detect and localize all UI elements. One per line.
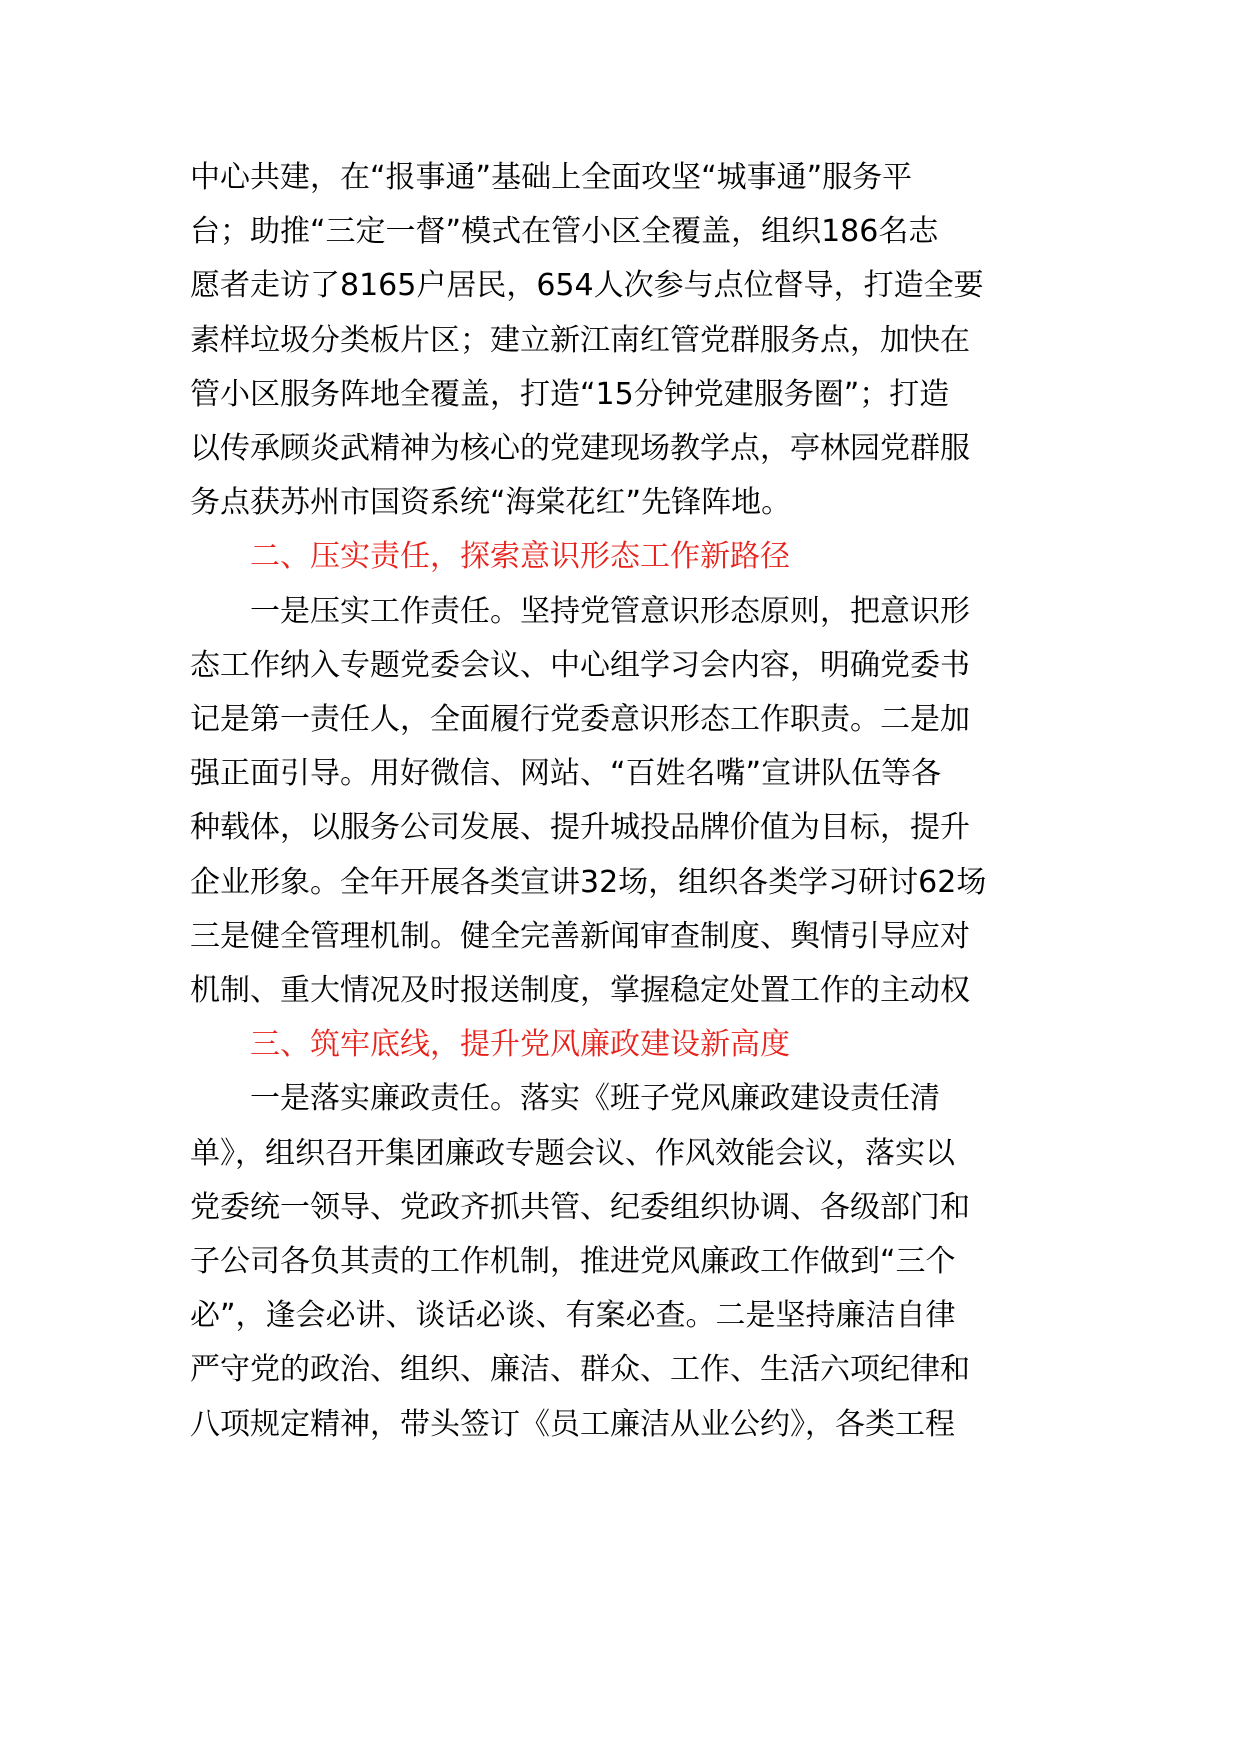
- paragraph-line: 严守党的政治、组织、廉洁、群众、工作、生活六项纪律和: [190, 1352, 970, 1388]
- paragraph-line: 台；助推“三定一督”模式在管小区全覆盖，组织186名志: [190, 214, 939, 250]
- paragraph-line: 务点获苏州市国资系统“海棠花红”先锋阵地。: [190, 485, 792, 521]
- paragraph-line: 一是落实廉政责任。落实《班子党风廉政建设责任清: [250, 1081, 940, 1117]
- paragraph-line: 三是健全管理机制。健全完善新闻审查制度、舆情引导应对: [190, 918, 970, 954]
- paragraph-line: 态工作纳入专题党委会议、中心组学习会内容，明确党委书: [190, 647, 970, 683]
- paragraph-line: 必”，逢会必讲、谈话必谈、有案必查。二是坚持廉洁自律: [190, 1298, 956, 1334]
- paragraph-line: 子公司各负其责的工作机制，推进党风廉政工作做到“三个: [190, 1244, 956, 1279]
- paragraph-line: 八项规定精神，带头签订《员工廉洁从业公约》，各类工程: [190, 1406, 955, 1442]
- paragraph-line: 以传承顾炎武精神为核心的党建现场教学点，亭林园党群服: [190, 431, 970, 466]
- paragraph-line: 党委统一领导、党政齐抓共管、纪委组织协调、各级部门和: [190, 1189, 970, 1225]
- paragraph-line: 管小区服务阵地全覆盖，打造“15分钟党建服务圈”；打造: [190, 376, 950, 412]
- paragraph-line: 记是第一责任人，全面履行党委意识形态工作职责。二是加: [190, 702, 970, 737]
- paragraph-line: 机制、重大情况及时报送制度，掌握稳定处置工作的主动权: [190, 973, 970, 1008]
- section-heading: 三、筑牢底线，提升党风廉政建设新高度: [250, 1027, 790, 1063]
- section-heading: 二、压实责任，探索意识形态工作新路径: [250, 539, 790, 575]
- paragraph-line: 强正面引导。用好微信、网站、“百姓名嘴”宣讲队伍等各: [190, 756, 942, 792]
- paragraph-line: 种载体，以服务公司发展、提升城投品牌价值为目标，提升: [190, 810, 970, 846]
- paragraph-line: 中心共建，在“报事通”基础上全面攻坚“城事通”服务平: [190, 160, 913, 195]
- paragraph-line: 企业形象。全年开展各类宣讲32场，组织各类学习研讨62场: [190, 864, 987, 900]
- paragraph-line: 一是压实工作责任。坚持党管意识形态原则，把意识形: [250, 593, 970, 629]
- paragraph-line: 单》，组织召开集团廉政专题会议、作风效能会议，落实以: [190, 1135, 955, 1171]
- paragraph-line: 素样垃圾分类板片区；建立新江南红管党群服务点，加快在: [190, 322, 970, 358]
- paragraph-line: 愿者走访了8165户居民，654人次参与点位督导，打造全要: [190, 268, 984, 304]
